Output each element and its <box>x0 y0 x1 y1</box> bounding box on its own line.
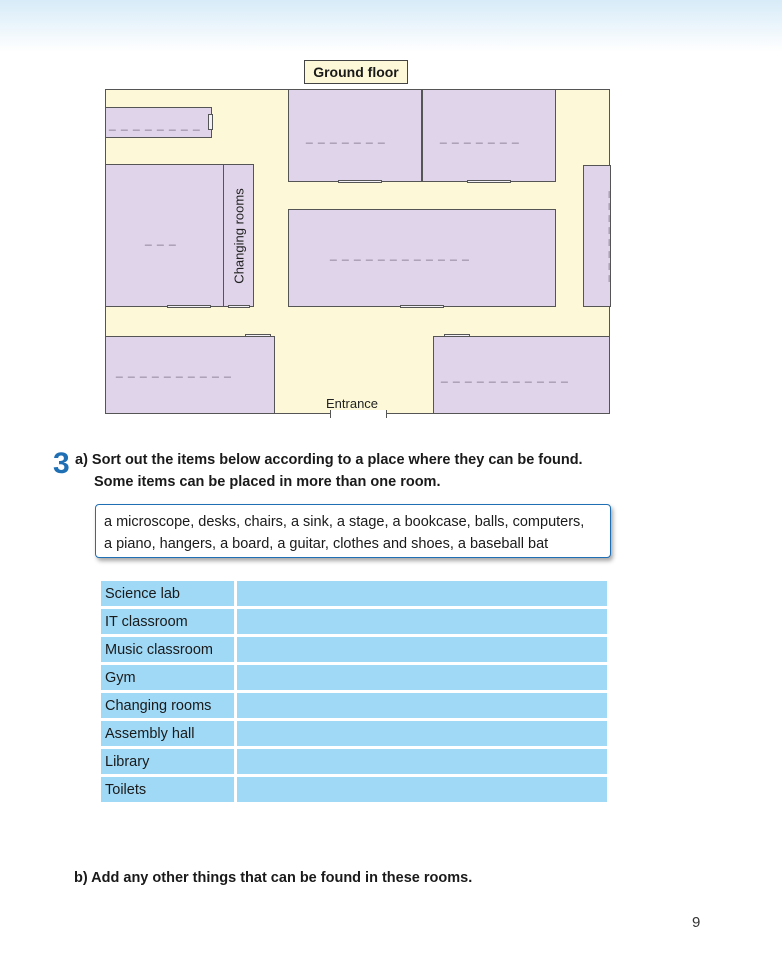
header-band <box>0 0 782 52</box>
room-label-cell: Gym <box>100 664 236 692</box>
door <box>208 114 213 130</box>
answer-cell[interactable] <box>236 776 609 804</box>
exercise-part-b: b) Add any other things that can be found in these rooms. <box>74 870 473 886</box>
table-row <box>100 776 609 804</box>
exercise-instruction-line-2: Some items can be placed in more than one room. <box>94 474 441 490</box>
answer-cell[interactable] <box>236 580 609 608</box>
exercise-instruction-line-1: a) Sort out the items below according to a place where they can be found. <box>75 452 583 468</box>
word-box <box>95 504 611 558</box>
blank-bottom-right-room: _ _ _ _ _ _ _ _ _ _ _ <box>441 369 569 383</box>
word-box-line-2: a piano, hangers, a board, a guitar, clothes and shoes, a baseball bat <box>104 536 549 552</box>
door <box>400 305 444 308</box>
table-row <box>100 636 609 664</box>
door <box>228 305 250 308</box>
changing-rooms-label: Changing rooms <box>231 188 247 284</box>
answer-cell[interactable] <box>236 636 609 664</box>
table-row <box>100 580 609 608</box>
word-box-line-1: a microscope, desks, chairs, a sink, a stage, a bookcase, balls, computers, <box>104 514 585 530</box>
door <box>444 334 470 337</box>
page-number: 9 <box>692 914 701 931</box>
room-label-cell: Library <box>100 748 236 776</box>
room-label-cell: IT classroom <box>100 608 236 636</box>
sort-table <box>98 578 610 805</box>
answer-cell[interactable] <box>236 608 609 636</box>
blank-top-left-room: _ _ _ _ _ _ _ _ <box>109 117 201 131</box>
blank-bottom-left-room: _ _ _ _ _ _ _ _ _ _ <box>116 364 232 378</box>
blank-left-room: _ _ _ <box>145 232 177 246</box>
entrance-tick-left <box>330 410 331 418</box>
room-label-cell: Changing rooms <box>100 692 236 720</box>
room-label-cell: Toilets <box>100 776 236 804</box>
room-label-cell: Science lab <box>100 580 236 608</box>
floor-plan-title: Ground floor <box>304 60 408 84</box>
blank-top-middle-room: _ _ _ _ _ _ _ <box>306 130 386 144</box>
door <box>338 180 382 183</box>
exercise-number: 3 <box>53 447 70 480</box>
table-row <box>100 720 609 748</box>
door <box>245 334 271 337</box>
entrance-label: Entrance <box>326 396 379 411</box>
blank-right-narrow-room: _ _ _ _ _ _ _ _ <box>596 190 610 282</box>
answer-cell[interactable] <box>236 664 609 692</box>
changing-rooms-label-wrap <box>224 165 254 307</box>
door <box>167 305 211 308</box>
answer-cell[interactable] <box>236 692 609 720</box>
entrance-tick-right <box>386 410 387 418</box>
answer-cell[interactable] <box>236 720 609 748</box>
table-row <box>100 748 609 776</box>
room-label-cell: Assembly hall <box>100 720 236 748</box>
blank-right-narrow-room-wrap <box>590 170 616 302</box>
blank-center-room: _ _ _ _ _ _ _ _ _ _ _ _ <box>330 247 470 261</box>
answer-cell[interactable] <box>236 748 609 776</box>
blank-top-right-room: _ _ _ _ _ _ _ <box>440 130 520 144</box>
door <box>467 180 511 183</box>
table-row <box>100 608 609 636</box>
table-row <box>100 692 609 720</box>
entrance-gap <box>330 410 386 418</box>
room-label-cell: Music classroom <box>100 636 236 664</box>
table-row <box>100 664 609 692</box>
